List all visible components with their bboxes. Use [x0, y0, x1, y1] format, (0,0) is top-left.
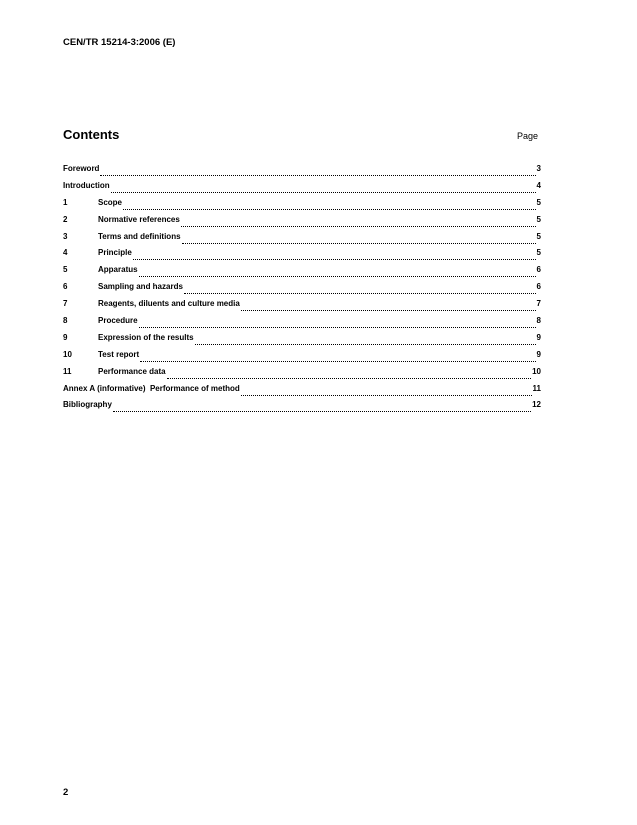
toc-leader-dots: [241, 395, 532, 396]
toc-entry-page: 7: [536, 299, 541, 309]
page-column-label: Page: [517, 131, 539, 141]
toc-entry-title: Sampling and hazards: [98, 282, 183, 292]
toc-leader-dots: [139, 276, 536, 277]
toc-entry-title: Performance data: [98, 366, 166, 376]
toc-entry-page: 5: [536, 197, 541, 207]
toc-entry-number: 8: [63, 316, 68, 326]
toc-entry-page: 5: [536, 231, 541, 241]
toc-entry-number: 5: [63, 265, 68, 275]
toc-entry-title: Bibliography: [63, 400, 112, 410]
toc-leader-dots: [182, 243, 536, 244]
page-number: 2: [63, 787, 69, 798]
toc-leader-dots: [184, 293, 536, 294]
toc-leader-dots: [181, 226, 536, 227]
toc-entry[interactable]: [63, 384, 541, 401]
toc-entry-page: 4: [536, 180, 541, 190]
toc-leader-dots: [139, 327, 536, 328]
toc-entry-number: 3: [63, 231, 68, 241]
toc-leader-dots: [133, 259, 536, 260]
toc-entry-title: Apparatus: [98, 265, 138, 275]
toc-entry[interactable]: [63, 367, 541, 384]
toc-entry-page: 6: [536, 282, 541, 292]
toc-leader-dots: [123, 209, 536, 210]
toc-entry-page: 5: [536, 214, 541, 224]
toc-entry[interactable]: [63, 316, 541, 333]
document-id-header: CEN/TR 15214-3:2006 (E): [63, 37, 176, 48]
toc-entry-number: 11: [63, 366, 72, 376]
toc-entry-page: 9: [536, 349, 541, 359]
toc-entry[interactable]: [63, 215, 541, 232]
toc-leader-dots: [241, 310, 536, 311]
toc-entry-number: 10: [63, 349, 72, 359]
toc-entry-title: Annex A (informative) Performance of method: [63, 383, 240, 393]
toc-entry-title: Scope: [98, 197, 123, 207]
toc-entry-title: Procedure: [98, 316, 138, 326]
toc-entry-page: 5: [536, 248, 541, 258]
toc-entry-page: 10: [532, 366, 541, 376]
table-of-contents: [63, 164, 541, 417]
toc-entry-title: Test report: [98, 349, 140, 359]
toc-entry-title: Introduction: [63, 180, 110, 190]
toc-entry-number: 2: [63, 214, 68, 224]
toc-entry-number: 6: [63, 282, 68, 292]
toc-entry-number: 4: [63, 248, 68, 258]
toc-entry[interactable]: [63, 164, 541, 181]
toc-entry[interactable]: [63, 282, 541, 299]
toc-entry-title: Reagents, diluents and culture media: [98, 299, 240, 309]
contents-title: Contents: [63, 127, 120, 142]
toc-entry-number: 7: [63, 299, 68, 309]
toc-entry-page: 3: [536, 164, 541, 173]
toc-entry-number: 1: [63, 197, 68, 207]
toc-entry-page: 12: [532, 400, 541, 410]
toc-entry-page: 8: [536, 316, 541, 326]
toc-entry-title: Principle: [98, 248, 132, 258]
toc-entry-page: 11: [532, 383, 541, 393]
toc-leader-dots: [100, 175, 535, 176]
toc-leader-dots: [195, 344, 536, 345]
toc-entry[interactable]: [63, 265, 541, 282]
toc-entry[interactable]: [63, 232, 541, 249]
toc-leader-dots: [111, 192, 536, 193]
toc-entry-title: Terms and definitions: [98, 231, 181, 241]
toc-entry-title: Normative references: [98, 214, 180, 224]
toc-entry-title: Foreword: [63, 164, 100, 173]
toc-entry-number: 9: [63, 332, 68, 342]
toc-entry[interactable]: [63, 181, 541, 198]
toc-leader-dots: [113, 411, 531, 412]
toc-entry[interactable]: [63, 400, 541, 417]
toc-entry[interactable]: [63, 350, 541, 367]
toc-leader-dots: [167, 378, 532, 379]
toc-entry[interactable]: [63, 248, 541, 265]
toc-entry-title: Expression of the results: [98, 332, 194, 342]
toc-entry-page: 6: [536, 265, 541, 275]
toc-entry-page: 9: [536, 332, 541, 342]
toc-leader-dots: [140, 361, 535, 362]
toc-entry[interactable]: [63, 333, 541, 350]
toc-entry[interactable]: [63, 299, 541, 316]
toc-entry[interactable]: [63, 198, 541, 215]
